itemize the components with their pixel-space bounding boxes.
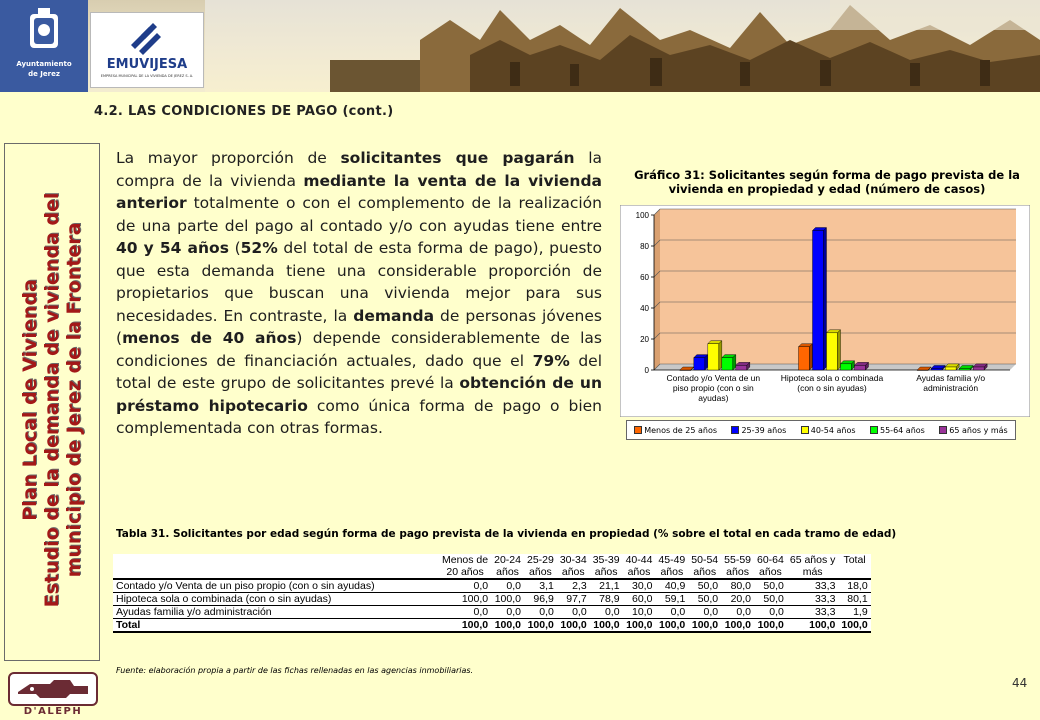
- table-cell: 0,0: [557, 606, 590, 619]
- x-category-label: Hipoteca sola o combinada (con o sin ayudas): [780, 373, 884, 393]
- table-header-bottom: años: [754, 566, 787, 579]
- bar: [708, 344, 719, 370]
- daleph-logo-text: D'ALEPH: [23, 706, 83, 717]
- table-header-top: 65 años y: [789, 554, 836, 566]
- legend-item: [731, 426, 786, 435]
- y-tick-label: 100: [635, 211, 649, 220]
- table-cell: 100,0: [623, 619, 656, 633]
- table-cell: 50,0: [688, 593, 721, 606]
- para-text: ) depende considerablemente de las condiciones de financiación actuales, dado que el: [116, 329, 602, 370]
- legend-swatch: [870, 426, 878, 434]
- bar: [827, 333, 838, 370]
- bar: [722, 358, 733, 370]
- table-header-bottom: años: [491, 566, 524, 579]
- table-header-top: Menos de: [442, 554, 489, 566]
- table-cell: 100,0: [491, 619, 524, 633]
- plot-side-wall: [654, 209, 660, 370]
- emuvijesa-logo: [90, 12, 204, 88]
- table-header-top: Total: [843, 554, 866, 566]
- table-cell: 33,3: [787, 593, 839, 606]
- table-cell: 0,0: [590, 606, 623, 619]
- table-cell: 33,3: [787, 579, 839, 593]
- table-row-label: Total: [113, 619, 439, 633]
- table-cell: 100,0: [439, 619, 491, 633]
- x-category-label: Contado y/o Venta de un piso propio (con o sin ayudas): [666, 373, 761, 403]
- table-cell: 0,0: [655, 606, 688, 619]
- table-cell: 59,1: [655, 593, 688, 606]
- table-header-bottom: 20 años: [439, 566, 491, 579]
- table-header-bottom: años: [524, 566, 557, 579]
- para-text: totalmente o con el complemento de la realización de una parte del pago al contado y/o con ayudas tiene entre: [116, 194, 602, 235]
- table-cell: 0,0: [754, 606, 787, 619]
- daleph-logo-frame: [8, 672, 98, 706]
- table-cell: 80,1: [838, 593, 870, 606]
- para-bold: 52%: [240, 239, 278, 257]
- para-bold: menos de 40 años: [122, 329, 297, 347]
- para-text: de personas jóvenes (: [116, 306, 602, 347]
- side-line-3: municipio de Jerez de la Frontera: [63, 222, 85, 578]
- table-cell: 50,0: [688, 579, 721, 593]
- y-tick-label: 60: [640, 273, 649, 282]
- table-row: [113, 593, 871, 606]
- table-cell: 18,0: [838, 579, 870, 593]
- table-cell: 33,3: [787, 606, 839, 619]
- table-row-label: Ayudas familia y/o administración: [113, 606, 439, 619]
- table-cell: 100,0: [721, 619, 754, 633]
- table-header-bottom: años: [590, 566, 623, 579]
- bar: [799, 347, 810, 370]
- table-header-top: 35-39: [592, 554, 620, 566]
- table-cell: 100,0: [787, 619, 839, 633]
- table-header-bottom: años: [655, 566, 688, 579]
- table-cell: 100,0: [754, 619, 787, 633]
- table-header-bottom: años: [557, 566, 590, 579]
- table-header-top: 20-24: [494, 554, 521, 566]
- emuvijesa-name: EMUVIJESA: [106, 57, 188, 72]
- para-bold: obtención de un préstamo hipotecario: [116, 374, 603, 415]
- y-tick-label: 40: [640, 304, 649, 313]
- table-cell: 3,1: [524, 579, 557, 593]
- table-cell: 78,9: [590, 593, 623, 606]
- table-header-row-2: [113, 566, 871, 579]
- bar-side: [705, 355, 708, 370]
- side-panel-title: [19, 140, 85, 660]
- para-text: (: [228, 239, 241, 257]
- bar: [931, 368, 942, 370]
- x-category-label-box: [773, 373, 892, 415]
- x-category-label-box: [654, 373, 773, 415]
- table-header-bottom: años: [688, 566, 721, 579]
- bar-side: [719, 341, 722, 370]
- table-header-top: 30-34: [559, 554, 587, 566]
- para-bold: solicitantes que pagarán: [340, 149, 575, 167]
- logo-text-line1: Ayuntamiento: [16, 60, 72, 68]
- para-text: del total de este grupo de solicitantes prevé la: [116, 351, 603, 392]
- legend-item: [634, 426, 717, 435]
- y-tick-label: 0: [644, 366, 649, 375]
- daleph-logo: [8, 670, 96, 718]
- bar: [694, 358, 705, 370]
- chart-legend: [626, 420, 1016, 440]
- table-cell: 0,0: [491, 579, 524, 593]
- table-header-bottom: más: [787, 566, 839, 579]
- source-note: Fuente: elaboración propia a partir de las fichas rellenadas en las agencias inmobiliarias.: [116, 666, 474, 675]
- bar: [945, 367, 956, 370]
- table-total-row: [113, 619, 871, 633]
- legend-label: 65 años y más: [949, 425, 1008, 435]
- legend-swatch: [634, 426, 642, 434]
- table-header-bottom: años: [721, 566, 754, 579]
- table-row-label: Contado y/o Venta de un piso propio (con o sin ayudas): [113, 579, 439, 593]
- legend-item: [939, 426, 1007, 435]
- table-header-top: 45-49: [658, 554, 686, 566]
- table-cell: 2,3: [557, 579, 590, 593]
- para-text: La mayor proporción de: [116, 149, 341, 167]
- legend-swatch: [801, 426, 809, 434]
- table-cell: 0,0: [688, 606, 721, 619]
- table-cell: 0,0: [491, 606, 524, 619]
- side-line-2: Estudio de la demanda de vivienda del: [41, 192, 63, 608]
- bar-chart: [620, 205, 1030, 417]
- bar: [736, 365, 747, 370]
- table-cell: 20,0: [721, 593, 754, 606]
- bar: [813, 231, 824, 371]
- table-header-row-1: [113, 554, 871, 566]
- table-cell: 100,0: [557, 619, 590, 633]
- bar-side: [824, 228, 827, 371]
- emuvijesa-mark-icon: [127, 17, 167, 57]
- para-bold: mediante la venta de la vivienda anterior: [116, 171, 603, 212]
- page-number: 44: [1012, 676, 1028, 690]
- y-tick-label: 80: [640, 242, 649, 251]
- table-cell: 100,0: [439, 593, 491, 606]
- table-cell: 50,0: [754, 593, 787, 606]
- para-bold: 79%: [532, 351, 570, 370]
- legend-item: [870, 426, 925, 435]
- table-row-label: Hipoteca sola o combinada (con o sin ayudas): [113, 593, 439, 606]
- legend-item: [801, 426, 856, 435]
- table-cell: 30,0: [623, 579, 656, 593]
- table-header-top: 50-54: [691, 554, 719, 566]
- y-tick-label: 20: [640, 335, 649, 344]
- table-cell: 100,0: [491, 593, 524, 606]
- table-cell: 100,0: [524, 619, 557, 633]
- table-cell: 60,0: [623, 593, 656, 606]
- bar-side: [810, 344, 813, 370]
- legend-swatch: [731, 426, 739, 434]
- shield-icon: [0, 0, 88, 60]
- table-cell: 40,9: [655, 579, 688, 593]
- bar: [841, 364, 852, 370]
- table-cell: 10,0: [623, 606, 656, 619]
- table-row: [113, 579, 871, 593]
- table-header-bottom: años: [623, 566, 656, 579]
- para-bold: 40 y 54 años: [116, 239, 229, 257]
- legend-label: Menos de 25 años: [644, 425, 718, 435]
- para-text: como única forma de pago o bien complementada con otras formas.: [116, 396, 602, 437]
- table-cell: 0,0: [524, 606, 557, 619]
- legend-swatch: [939, 426, 947, 434]
- table-cell: 0,0: [721, 606, 754, 619]
- table-cell: 0,0: [439, 579, 491, 593]
- cathedral-image: [330, 0, 1040, 92]
- table-cell: 100,0: [590, 619, 623, 633]
- table-cell: 1,9: [838, 606, 870, 619]
- table-cell: 100,0: [838, 619, 870, 633]
- x-category-label-box: [891, 373, 1010, 415]
- table-caption: Tabla 31. Solicitantes por edad según forma de pago prevista de la vivienda en propiedad (% sobre el total en cada tramo de edad): [116, 528, 897, 540]
- bar: [855, 365, 866, 370]
- bar: [959, 368, 970, 370]
- table-cell: 97,7: [557, 593, 590, 606]
- section-title: 4.2. LAS CONDICIONES DE PAGO (cont.): [94, 104, 394, 119]
- data-table: [113, 554, 871, 633]
- para-bold: demanda: [353, 306, 435, 325]
- table-header-blank: [113, 554, 439, 566]
- table-header-top: 55-59: [724, 554, 751, 566]
- table-cell: 100,0: [655, 619, 688, 633]
- emuvijesa-subtitle: EMPRESA MUNICIPAL DE LA VIVIENDA DE JEREZ S. A.: [100, 74, 194, 78]
- legend-label: 40-54 años: [810, 425, 856, 435]
- bar-side: [733, 355, 736, 370]
- table-cell: 80,0: [721, 579, 754, 593]
- para-text: la compra de la vivienda: [116, 149, 602, 190]
- header-banner: [0, 0, 1040, 92]
- body-paragraph: [116, 147, 602, 440]
- table-cell: 96,9: [524, 593, 557, 606]
- table-cell: 21,1: [590, 579, 623, 593]
- table-row: [113, 606, 871, 619]
- table-header-top: 25-29: [526, 554, 554, 566]
- ayuntamiento-logo: [0, 0, 88, 92]
- table-header-top: 60-64: [757, 554, 784, 566]
- logo-text-line2: de Jerez: [28, 70, 60, 78]
- x-category-label: Ayudas familia y/o administración: [916, 373, 986, 393]
- legend-label: 25-39 años: [741, 425, 787, 435]
- table-cell: 100,0: [688, 619, 721, 633]
- table-cell: 50,0: [754, 579, 787, 593]
- table-header-top: 40-44: [625, 554, 653, 566]
- table-header-blank: [113, 566, 439, 579]
- para-text: del total de esta forma de pago), puesto que esta demanda tiene una considerable proporción de propietarios que buscan una vivienda mejor para sus necesidades. En contraste, la: [116, 239, 602, 325]
- daleph-emblem-icon: [10, 674, 96, 704]
- bar: [973, 367, 984, 370]
- table-header-bottom: [838, 566, 870, 579]
- side-line-1: Plan Local de Vivienda: [19, 279, 41, 521]
- legend-label: 55-64 años: [880, 425, 925, 435]
- table-cell: 0,0: [439, 606, 491, 619]
- chart-title: Gráfico 31: Solicitantes según forma de pago prevista de la vivienda en propiedad y edad (número de casos): [634, 168, 1020, 196]
